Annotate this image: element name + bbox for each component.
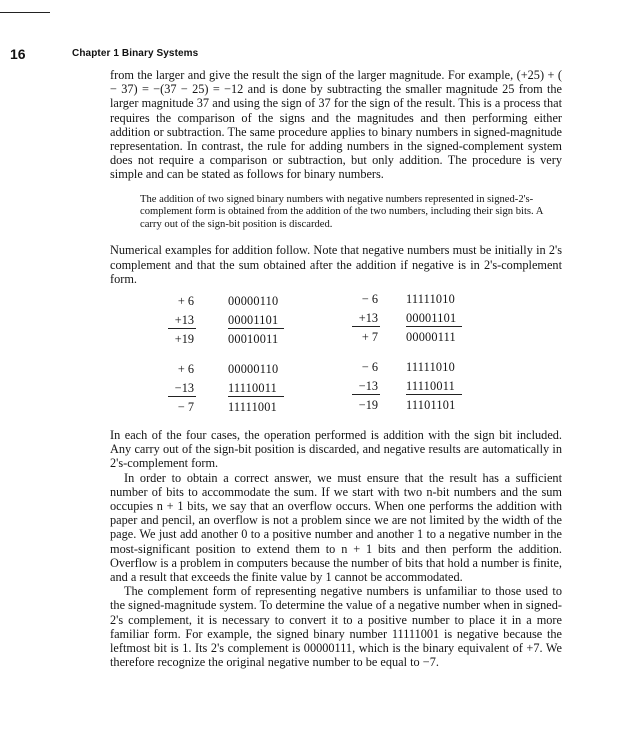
example-2-sum: + 7 [361, 330, 378, 345]
example-2-operand-b: +13 [358, 311, 378, 326]
example-4-sum: −19 [358, 398, 378, 413]
example-2-operand-b-binary: 00001101 [406, 311, 457, 326]
example-2-sum-rule-binary [406, 326, 462, 327]
example-1-operand-a-binary: 00000110 [228, 294, 279, 309]
example-1-sum-rule [168, 328, 196, 329]
example-3-operand-a: + 6 [177, 362, 194, 377]
example-4-sum-binary: 11101101 [406, 398, 456, 413]
example-3-operand-b-binary: 11110011 [228, 381, 277, 396]
example-3-sum: − 7 [177, 400, 194, 415]
example-1-operand-b-binary: 00001101 [228, 313, 279, 328]
paragraph-signed-magnitude-addition: from the larger and give the result the sign of the larger magnitude. For example, (+25) + ( − 37) = −(37 − 25) = −12 and is done by subtracting the smaller magnitude 25 from the larger magnitude 37 and using the sign of 37 for the sign of the result. This is a process that requires the comparison of the signs and the magnitudes and then performing either addition or subtraction. The same procedure applies to binary numbers in signed-magnitude representation. In contrast, the rule for adding numbers in the signed-complement system does not require a comparison or subtraction, but only addition. The procedure is very simple and can be stated as follows for binary numbers. [110, 68, 562, 182]
page-number: 16 [10, 46, 26, 62]
example-4-sum-rule [352, 394, 380, 395]
page-body [110, 68, 562, 669]
example-1-operand-a: + 6 [177, 294, 194, 309]
example-1-operand-b: +13 [174, 313, 194, 328]
running-head: Chapter 1 Binary Systems [72, 48, 199, 59]
example-3-operand-a-binary: 00000110 [228, 362, 279, 377]
example-1-sum-binary: 00010011 [228, 332, 279, 347]
example-4-operand-b-binary: 11110011 [406, 379, 455, 394]
example-2-sum-binary: 00000111 [406, 330, 456, 345]
paragraph-numerical-examples: Numerical examples for addition follow. Note that negative numbers must be initially in 2's complement and that the sum obtained after the addition if negative is in 2's-complement form. [110, 243, 562, 286]
example-3-operand-b: −13 [174, 381, 194, 396]
example-3-sum-rule-binary [228, 396, 284, 397]
example-4-sum-rule-binary [406, 394, 462, 395]
example-2-sum-rule [352, 326, 380, 327]
example-3-sum-binary: 11111001 [228, 400, 277, 415]
paragraph-four-cases: In each of the four cases, the operation performed is addition with the sign bit included. Any carry out of the sign-bit position is discarded, and negative results are automatically in 2's-complement form. [110, 428, 562, 471]
example-4-operand-b: −13 [358, 379, 378, 394]
paragraph-overflow: In order to obtain a correct answer, we must ensure that the result has a sufficient number of bits to accommodate the sum. If we start with two n-bit numbers and the sum occupies n + 1 bits, we say that an overflow occurs. When one performs the addition with paper and pencil, an overflow is not a problem since we are not limited by the width of the page. We just add another 0 to a positive number and another 1 to a negative number in the most-significant position to extend them to n + 1 bits and then perform the addition. Overflow is a problem in computers because the number of bits that hold a number is finite, and a result that exceeds the finite value by 1 cannot be accommodated. [110, 470, 562, 585]
example-2-operand-a-binary: 11111010 [406, 292, 455, 307]
example-4-operand-a-binary: 11111010 [406, 360, 455, 375]
example-3-sum-rule [168, 396, 196, 397]
example-2-operand-a: − 6 [361, 292, 378, 307]
example-1-sum: +19 [174, 332, 194, 347]
paragraph-complement-form: The complement form of representing negative numbers is unfamiliar to those used to the signed-magnitude system. To determine the value of a negative number when in signed-2's complement, it is necessary to convert it to a positive number to place it in a more familiar form. For example, the signed binary number 11111001 is negative because the leftmost bit is 1. Its 2's complement is 00000111, which is the binary equivalent of +7. We therefore recognize the original negative number to be equal to −7. [110, 584, 562, 670]
example-1-sum-rule-binary [228, 328, 284, 329]
top-rule [0, 12, 50, 13]
addition-examples [110, 292, 562, 420]
addition-rule-statement: The addition of two signed binary numbers with negative numbers represented in signed-2's-complement form is obtained from the addition of the two numbers, including their sign bits. A carry out of the sign-bit position is discarded. [140, 193, 543, 230]
example-4-operand-a: − 6 [361, 360, 378, 375]
